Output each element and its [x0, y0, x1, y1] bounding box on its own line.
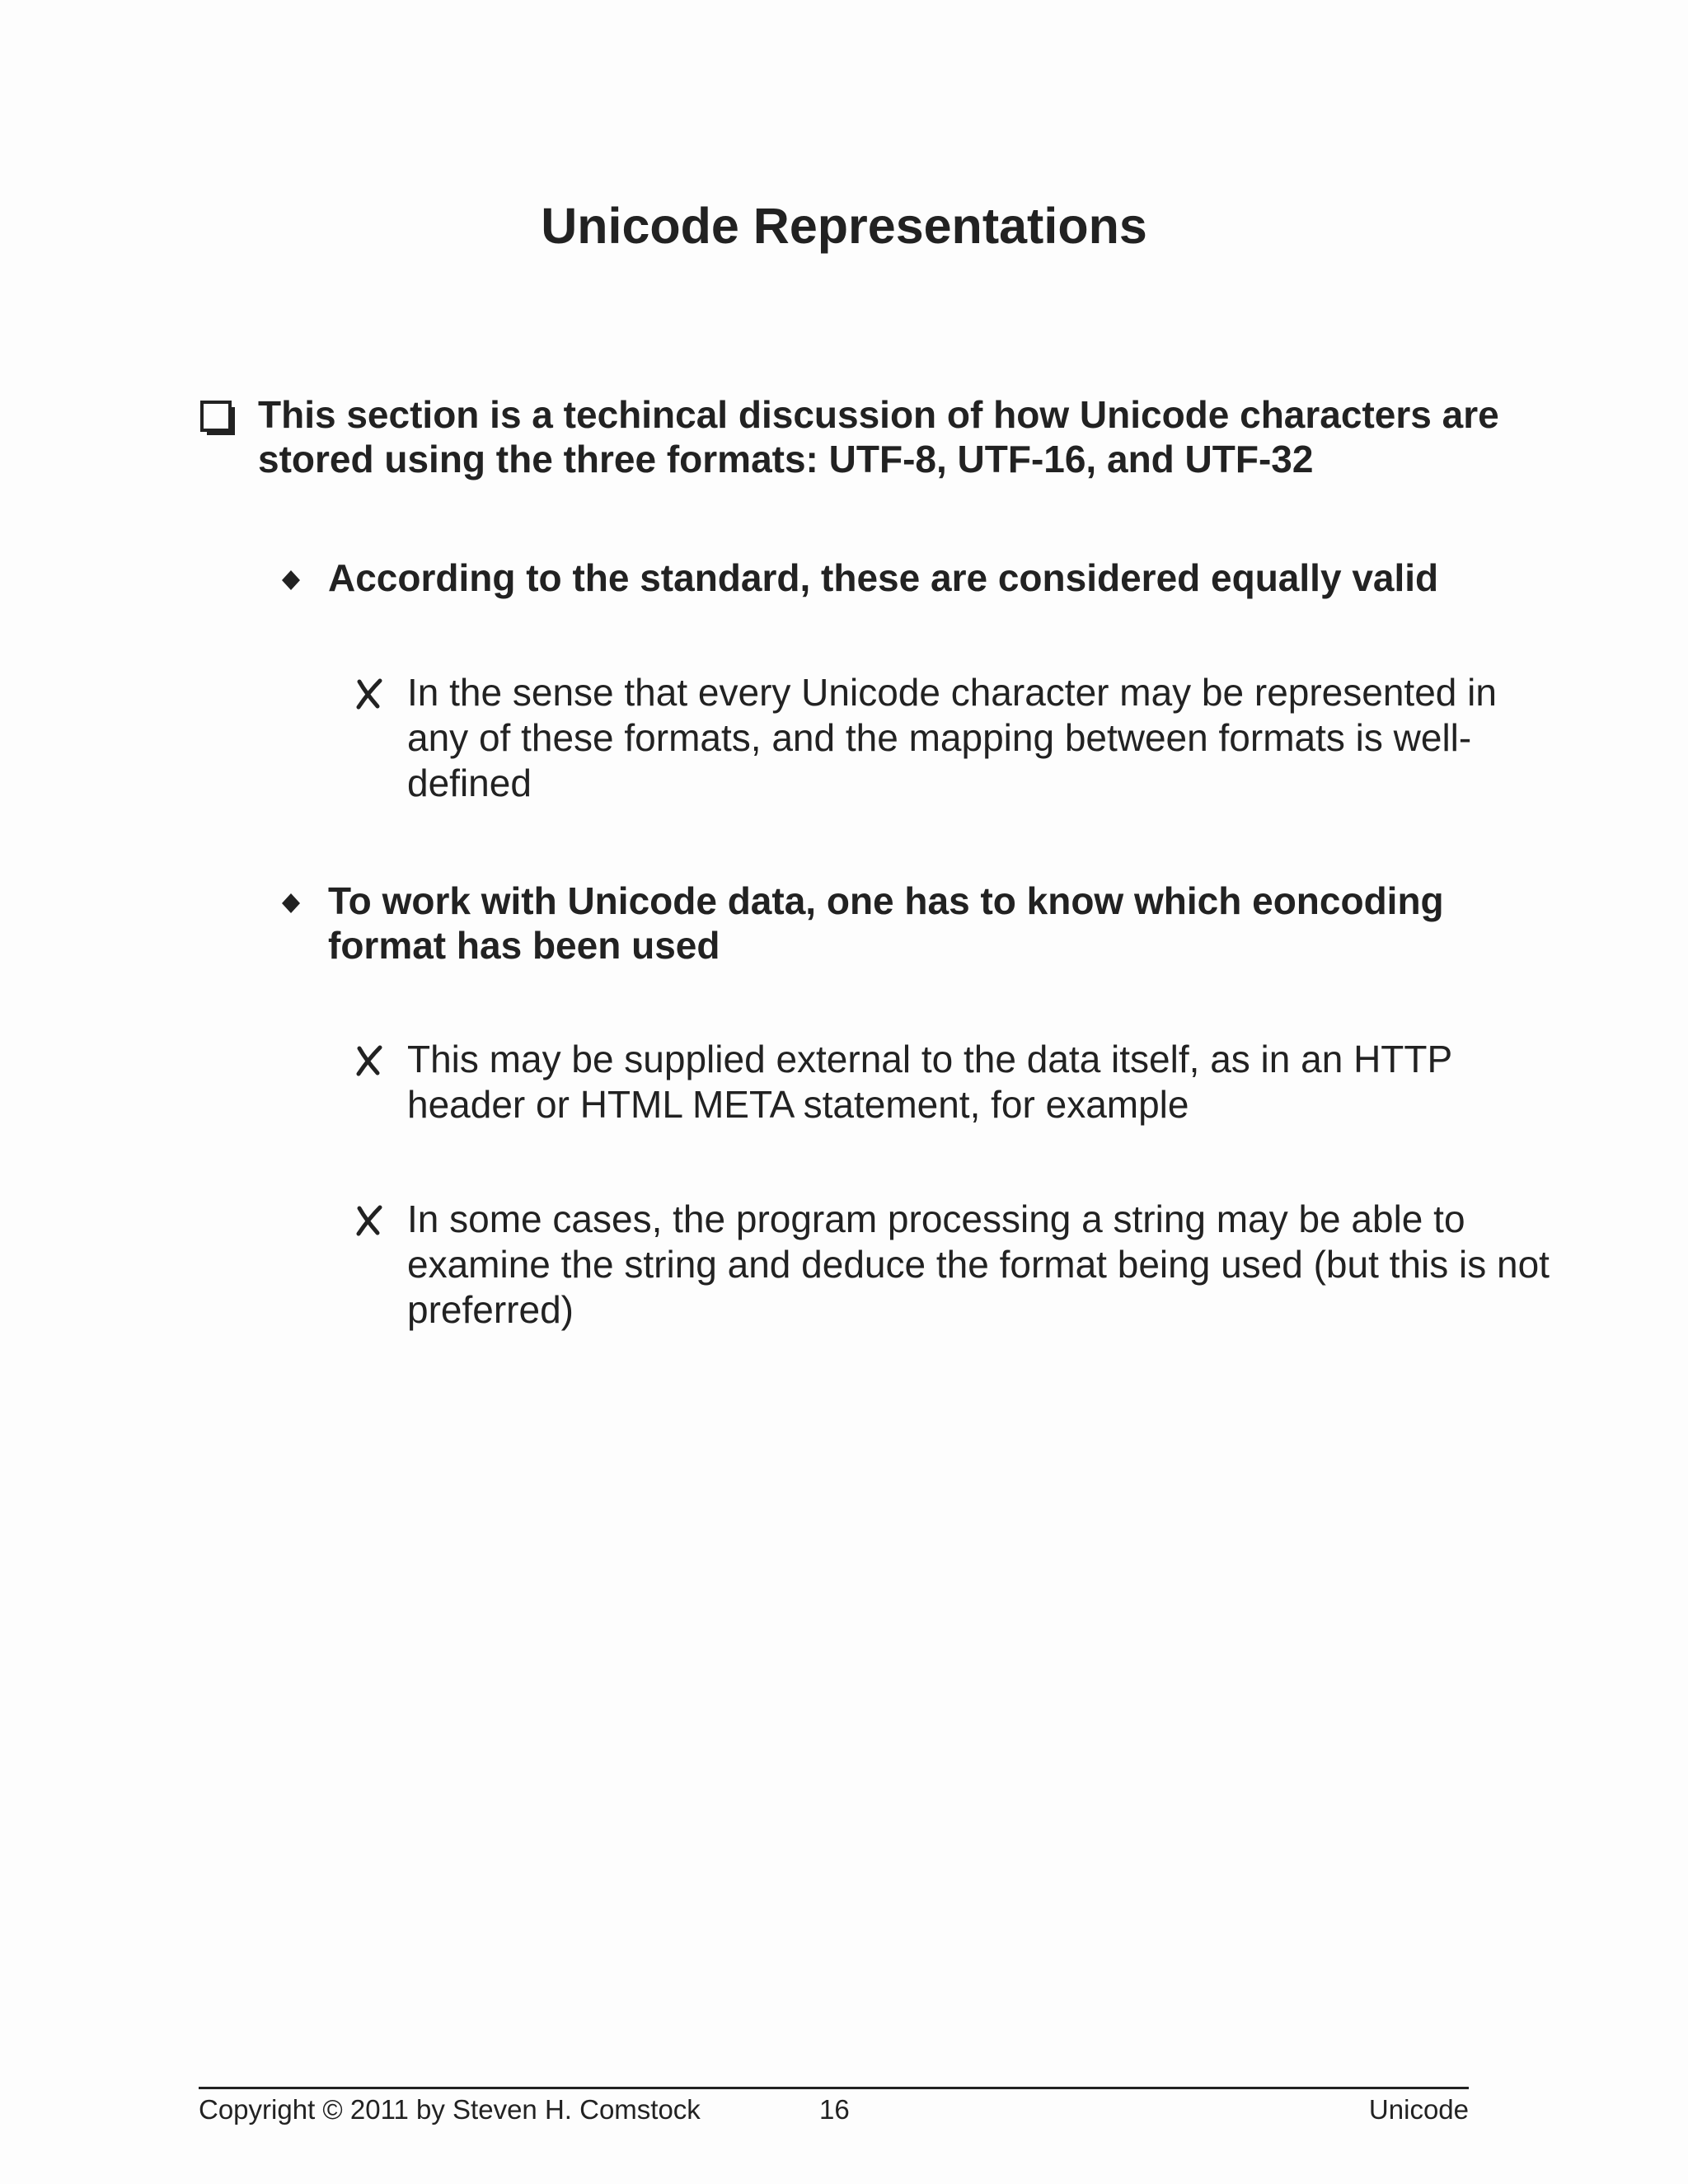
diamond-bullet-icon: [282, 570, 300, 590]
footer-page-number: 16: [819, 2094, 850, 2125]
point-1-sub-1-item: [407, 670, 1561, 806]
intro-item: [258, 392, 1544, 481]
diamond-bullet-icon: [282, 893, 300, 913]
point-1-sub-1-text: In the sense that every Unicode character may be represented in any of these formats, and the mapping between formats is well-defined: [407, 671, 1497, 804]
point-2-item: [328, 879, 1531, 968]
footer-section: Unicode: [1368, 2094, 1469, 2125]
page-title: Unicode Representations: [541, 198, 1147, 254]
point-1-text: According to the standard, these are considered equally valid: [328, 556, 1439, 599]
point-1-item: [328, 555, 1531, 600]
cross-mark-icon: [354, 1205, 384, 1236]
point-2-sub-1-text: This may be supplied external to the data itself, as in an HTTP header or HTML META statement, for example: [407, 1038, 1452, 1126]
footer-divider: [199, 2087, 1469, 2089]
intro-text: This section is a techincal discussion of how Unicode characters are stored using the three formats: UTF-8, UTF-16, and UTF-32: [258, 393, 1499, 480]
point-2-sub-2-item: [407, 1197, 1561, 1333]
footer-copyright: Copyright © 2011 by Steven H. Comstock: [199, 2094, 701, 2125]
square-bullet-icon: [200, 401, 237, 437]
cross-mark-icon: [354, 678, 384, 710]
cross-mark-icon: [354, 1045, 384, 1076]
point-2-sub-1-item: [407, 1037, 1561, 1127]
point-2-sub-2-text: In some cases, the program processing a string may be able to examine the string and deduce the format being used (but this is not preferred): [407, 1197, 1550, 1331]
point-2-text: To work with Unicode data, one has to know which eoncoding format has been used: [328, 879, 1444, 967]
